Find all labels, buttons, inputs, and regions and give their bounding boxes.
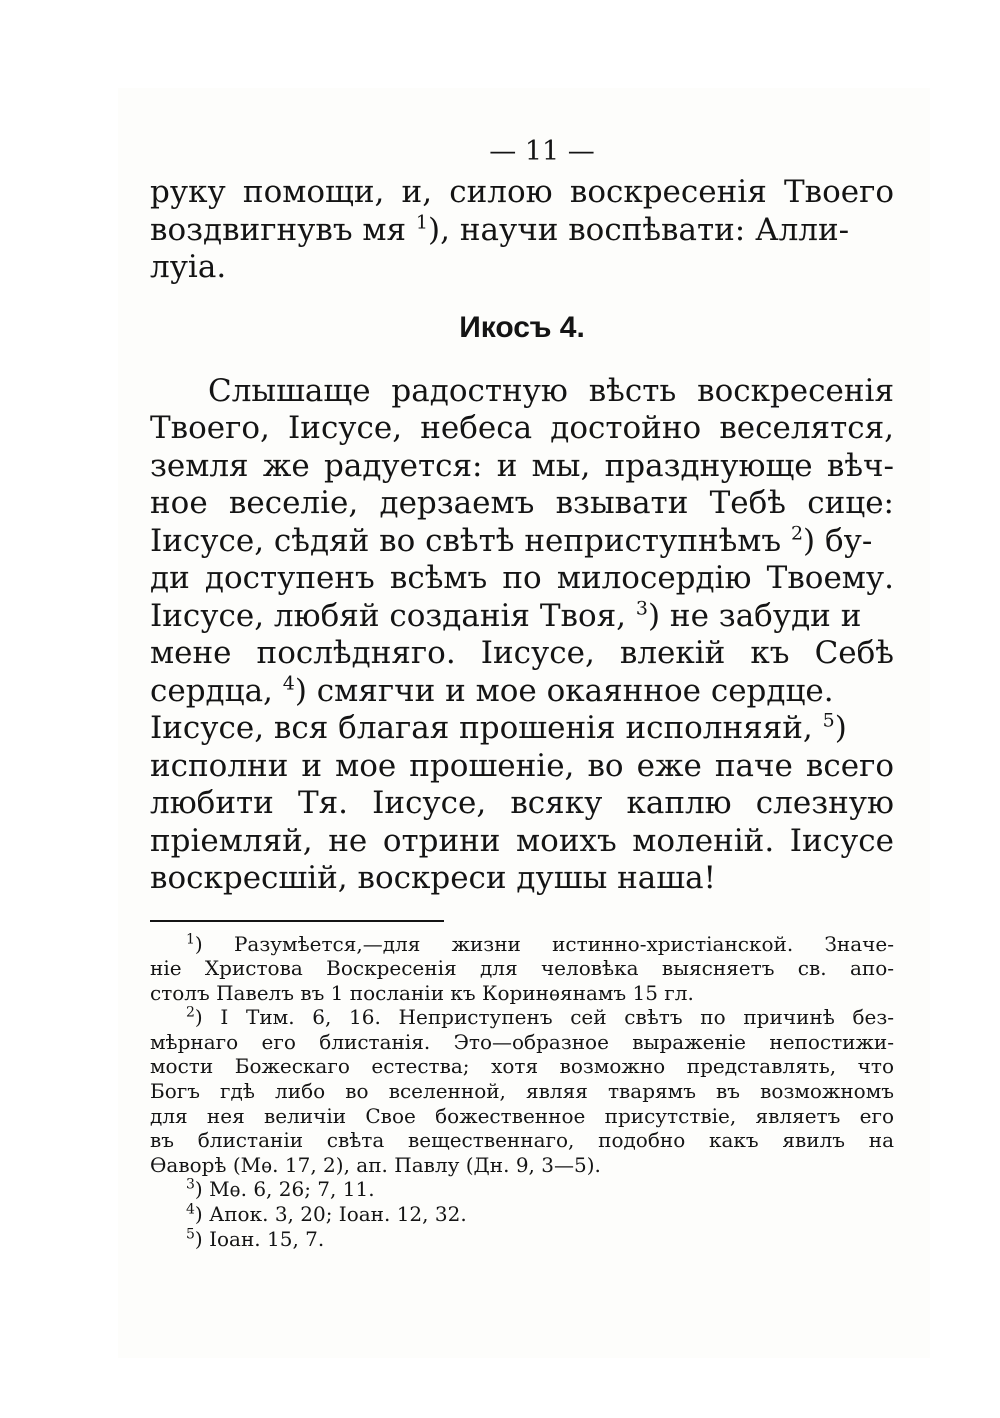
text-line: руку помощи, и, силою воскресенія Твоего xyxy=(150,174,894,210)
text-line: луіа. xyxy=(150,249,227,285)
text-line: ное веселіе, дерзаемъ взывати Тебѣ сице: xyxy=(150,485,894,521)
footnote-line: для нея величіи Свое божественное присутствіе, являетъ его xyxy=(150,1103,894,1128)
text-line: пріемляй, не отрини моихъ моленій. Іисусе xyxy=(150,822,894,859)
text-line: воздвигнувъ мя $^1$), научи воспѣвати: Алли- xyxy=(150,211,850,248)
footnote-mark: 5 xyxy=(186,1225,195,1242)
book-page xyxy=(150,130,894,1251)
ikos-paragraph xyxy=(150,373,894,898)
footnote-line: Ѳаворѣ (Мѳ. 17, 2), ап. Павлу (Дн. 9, 3—5). xyxy=(150,1152,601,1177)
footnote-divider xyxy=(150,920,444,922)
text-line: Твоего, Іисусе, небеса достойно веселятся, xyxy=(150,410,894,446)
footnote-2 xyxy=(150,1005,894,1177)
footnote-line: $^5$) Іоан. 15, 7. xyxy=(186,1225,325,1251)
page-number: — 11 — xyxy=(489,136,595,167)
continuation-paragraph xyxy=(150,174,894,287)
footnote-mark: 4 xyxy=(186,1201,195,1218)
footnote-line: столъ Павелъ въ 1 посланіи къ Коринѳянамъ 15 гл. xyxy=(150,980,694,1005)
footnote-ref-5: 5 xyxy=(822,709,835,732)
footnote-4 xyxy=(150,1202,894,1227)
footnote-line: $^2$) I Тим. 6, 16. Неприступенъ сей свѣтъ по причинѣ без- xyxy=(186,1004,894,1030)
text-line: Іисусе, любяй созданія Твоя, $^3$) не забуди и xyxy=(150,597,862,634)
text-line: мене послѣдняго. Іисусе, влекій къ Себѣ xyxy=(150,635,894,671)
footnote-line: мости Божескаго естества; хотя возможно представлять, что xyxy=(150,1054,894,1079)
footnote-ref-1: 1 xyxy=(415,211,429,234)
footnote-line: ніе Христова Воскресенія для человѣка выясняетъ св. апо- xyxy=(150,956,894,981)
text-line: Іисусе, вся благая прошенія исполняяй, $^5$) xyxy=(150,709,847,746)
footnote-mark: 3 xyxy=(186,1176,195,1193)
text-line: ди доступенъ всѣмъ по милосердію Твоему. xyxy=(150,560,894,596)
footnote-line: мѣрнаго его блистанія. Это—образное выраженіе непостижи- xyxy=(150,1029,894,1054)
text-line: воскресшій, воскреси душы наша! xyxy=(150,860,717,896)
section-heading: Икосъ 4. xyxy=(459,310,585,344)
text-line: Слышаще радостную вѣсть воскресенія xyxy=(208,372,894,409)
footnote-3 xyxy=(150,1177,894,1202)
text-line: земля же радуется: и мы, празднующе вѣч- xyxy=(150,447,894,484)
footnote-line: въ блистаніи свѣта вещественнаго, подобно какъ явилъ на xyxy=(150,1128,894,1153)
footnote-mark: 1 xyxy=(186,930,195,947)
footnote-5 xyxy=(150,1227,894,1252)
footnote-ref-4: 4 xyxy=(282,672,295,695)
footnote-line: $^1$) Разумѣется,—для жизни истинно-христіанской. Значе- xyxy=(186,930,894,956)
text-line: исполни и мое прошеніе, во еже паче всего xyxy=(150,747,894,784)
text-line: любити Тя. Іисусе, всяку каплю слезную xyxy=(150,785,894,821)
footnote-1 xyxy=(150,932,894,1006)
footnotes xyxy=(150,932,894,1252)
footnote-line: $^3$) Мѳ. 6, 26; 7, 11. xyxy=(186,1176,375,1202)
footnote-ref-2: 2 xyxy=(790,522,804,545)
footnote-mark: 2 xyxy=(186,1004,195,1021)
text-line: сердца, $^4$) смягчи и мое окаянное сердце. xyxy=(150,672,834,709)
footnote-line: $^4$) Апок. 3, 20; Іоан. 12, 32. xyxy=(186,1201,467,1227)
footnote-line: Богъ гдѣ либо во вселенной, являя тварямъ въ возможномъ xyxy=(150,1079,894,1104)
footnote-ref-3: 3 xyxy=(635,597,648,620)
text-line: Іисусе, сѣдяй во свѣтѣ неприступнѣмъ $^2$) бу- xyxy=(150,522,873,559)
